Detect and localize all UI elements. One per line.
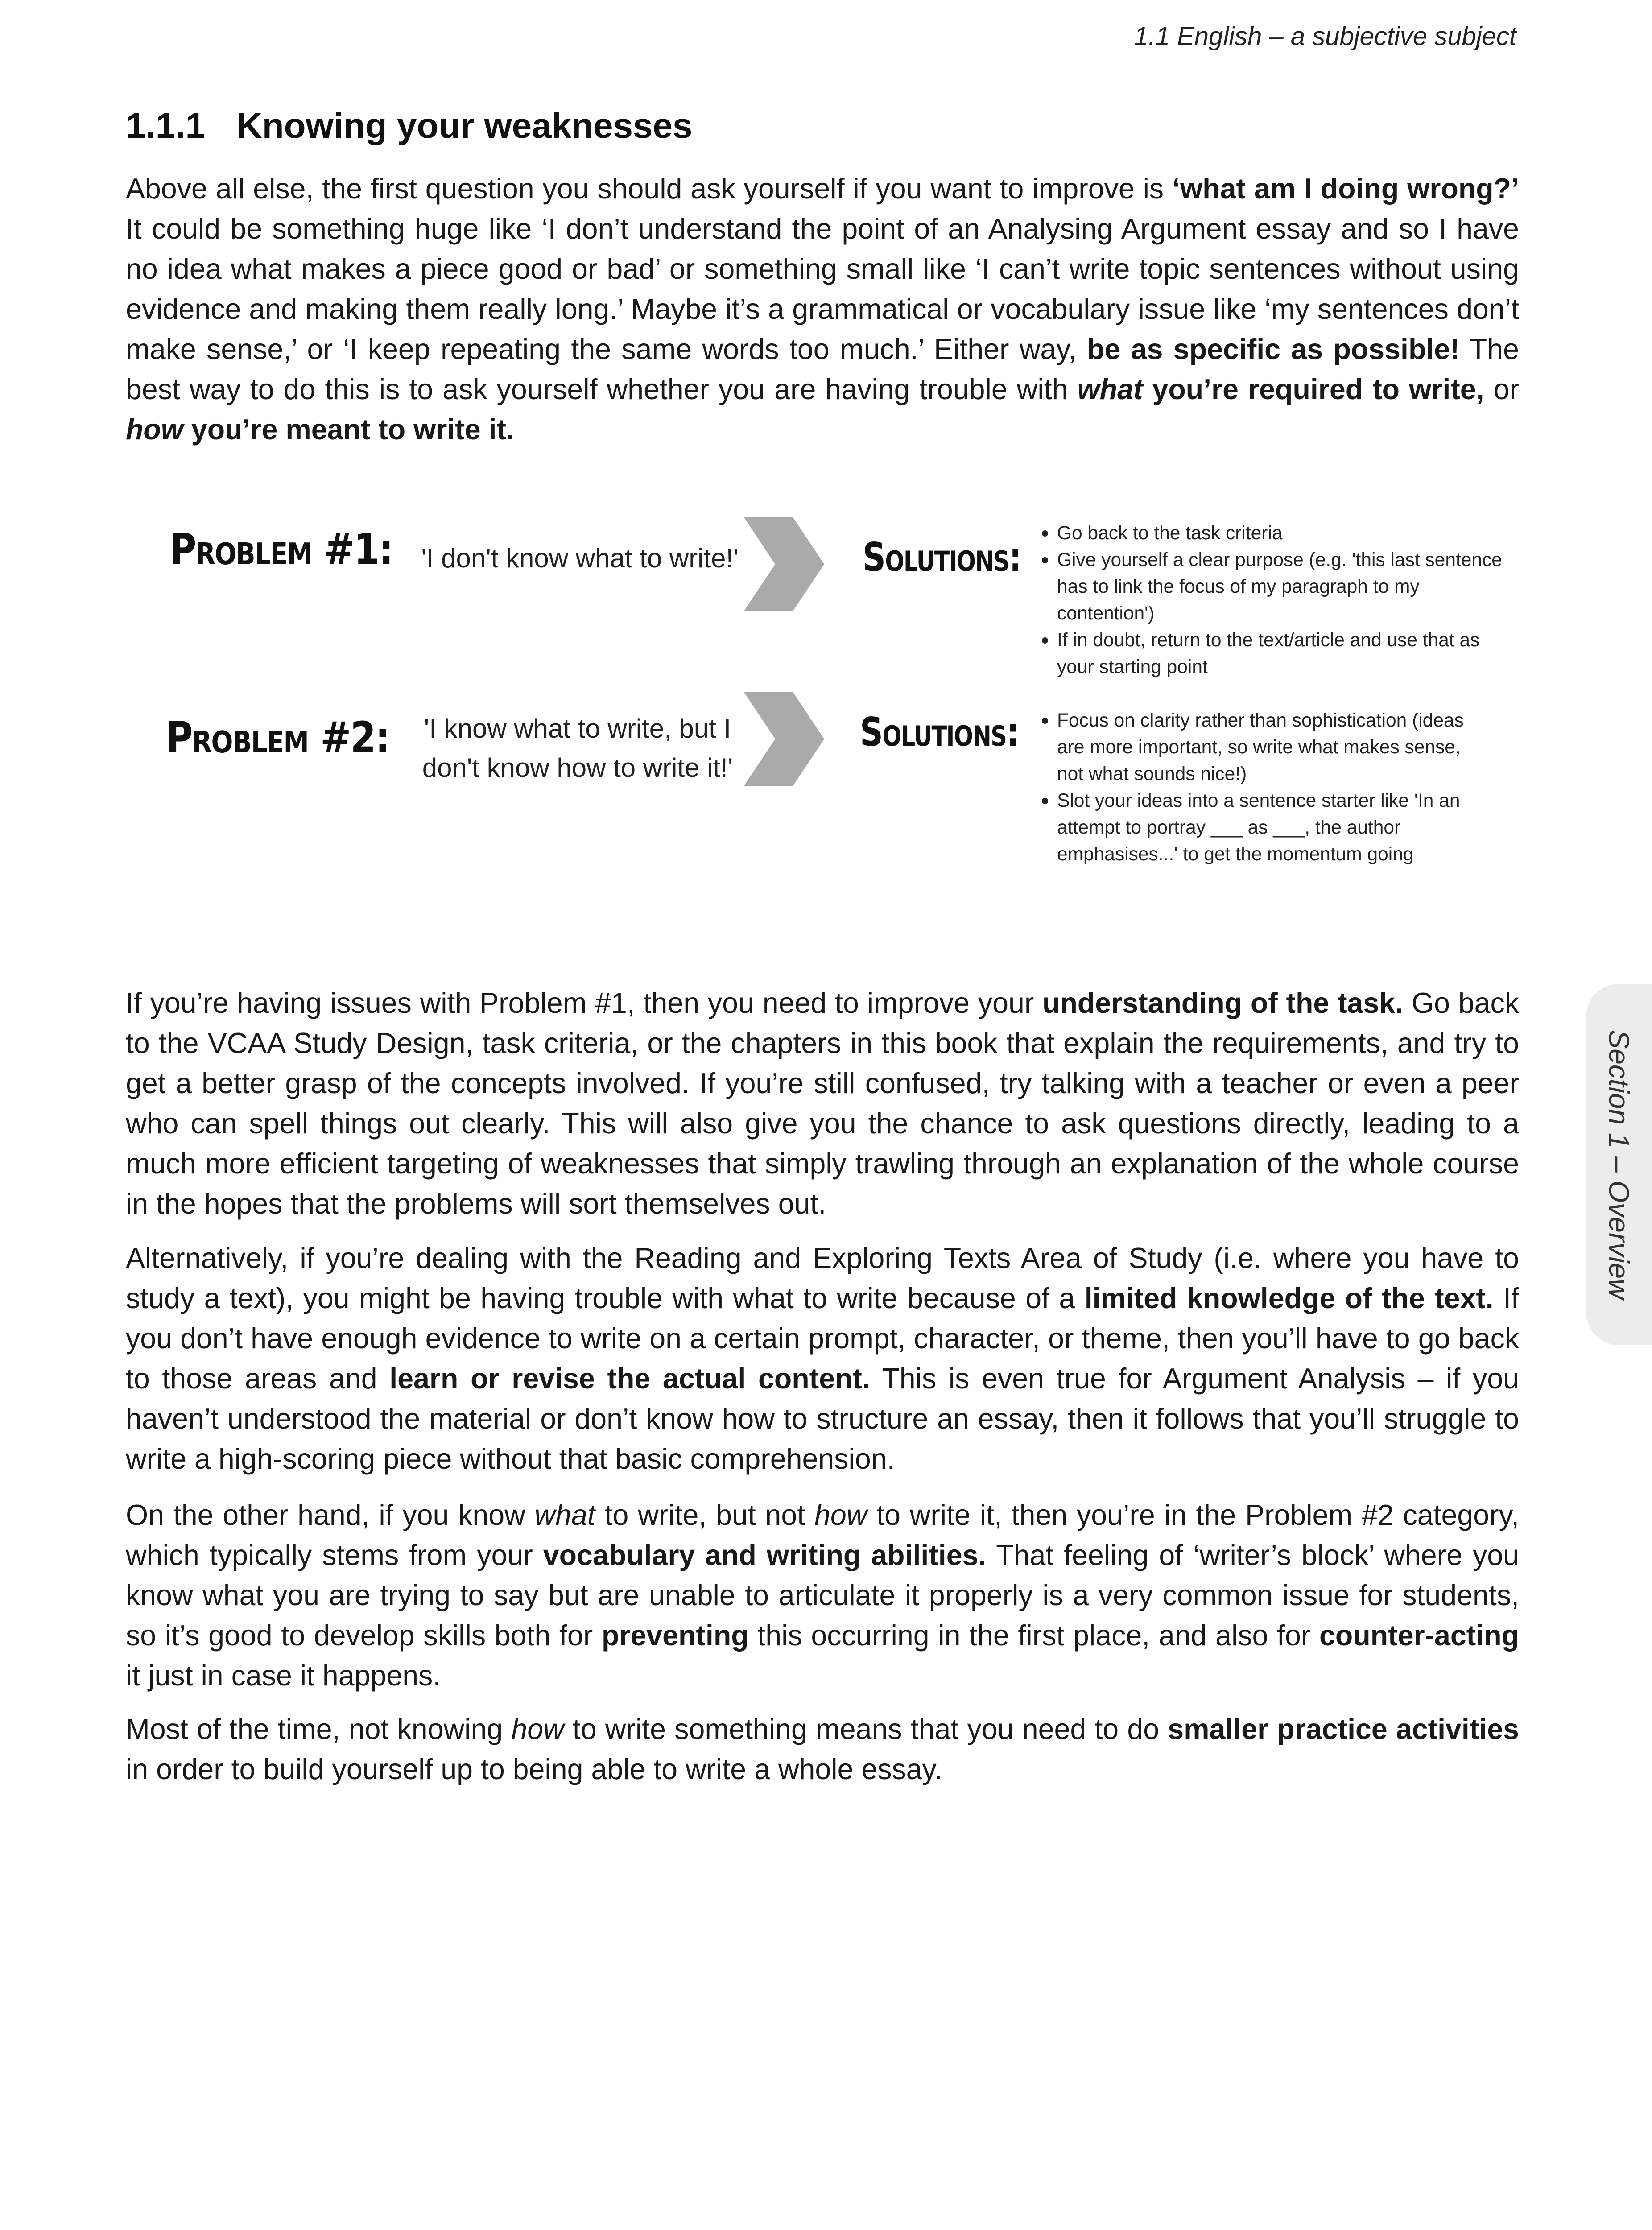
chevron-arrow-icon <box>744 517 824 611</box>
problem-2-solutions-list <box>1039 707 1490 868</box>
solution-item: Go back to the task criteria <box>1039 520 1503 547</box>
chevron-arrow-icon <box>744 692 824 786</box>
problem-1-quote: 'I don't know what to write!' <box>421 543 739 573</box>
problem-1-solutions-list <box>1039 520 1503 681</box>
solution-item: Slot your ideas into a sentence starter like 'In an attempt to portray ___ as ___, the author emphasises...' to get the momentum going <box>1039 788 1490 868</box>
problem-2-quote <box>401 709 754 788</box>
problem-2-solutions-label: Solutions: <box>860 709 1019 755</box>
problem-2-quote-line2: don't know how to write it!' <box>422 753 733 783</box>
running-head: 1.1 English – a subjective subject <box>1134 22 1516 51</box>
body-paragraph-4: On the other hand, if you know what to write, but not how to write it, then you’re in the Problem #2 category, which typically stems from your vocabulary and writing abilities. That feeling of ‘writer’s block’ where you know what you are trying to say but are unable to articulate it properly is a very common issue for students, so it’s good to develop skills both for preventing this occurring in the first place, and also for counter-acting it just in case it happens. <box>126 1499 1520 1692</box>
solution-item: Give yourself a clear purpose (e.g. 'this last sentence has to link the focus of my paragraph to my contention') <box>1039 547 1503 627</box>
body-paragraph-5: Most of the time, not knowing how to write something means that you need to do smaller practice activities in order to build yourself up to being able to write a whole essay. <box>126 1713 1519 1785</box>
section-side-tab <box>1586 984 1652 1345</box>
section-heading <box>126 105 692 146</box>
intro-paragraph: Above all else, the first question you should ask yourself if you want to improve is ‘what am I doing wrong?’ It could be something huge like ‘I don’t understand the point of an Analysing Argument essay and so I have no idea what makes a piece good or bad’ or something small like ‘I can’t write topic sentences without using evidence and making them really long.’ Maybe it’s a grammatical or vocabulary issue like ‘my sentences don’t make sense,’ or ‘I keep repeating the same words too much.’ Either way, be as specific as possible! The best way to do this is to ask yourself whether you are having trouble with what you’re required to write, or how you’re meant to write it. <box>126 173 1519 446</box>
body-paragraph-3: Alternatively, if you’re dealing with the Reading and Exploring Texts Area of Study (i.e. where you have to study a text), you might be having trouble with what to write because of a limited knowledge of the text. If you don’t have enough evidence to write on a certain prompt, character, or theme, then you’ll have to go back to those areas and learn or revise the actual content. This is even true for Argument Analysis – if you haven’t understood the material or don’t know how to structure an essay, then it follows that you’ll struggle to write a high-scoring piece without that basic comprehension. <box>126 1242 1519 1475</box>
side-tab-label: Section 1 – Overview <box>1603 1029 1635 1300</box>
problem-2-label: Problem #2: <box>166 713 389 763</box>
solution-item: If in doubt, return to the text/article and use that as your starting point <box>1039 627 1503 681</box>
body-paragraph-2: If you’re having issues with Problem #1, then you need to improve your understanding of the task. Go back to the VCAA Study Design, task criteria, or the chapters in this book that explain the requirements, and try to get a better grasp of the concepts involved. If you’re still confused, try talking with a teacher or even a peer who can spell things out clearly. This will also give you the chance to ask questions directly, leading to a much more efficient targeting of weaknesses that simply trawling through an explanation of the whole course in the hopes that the problems will sort themselves out. <box>126 987 1519 1220</box>
problem-2-quote-line1: 'I know what to write, but I <box>424 714 731 743</box>
section-title: Knowing your weaknesses <box>236 106 693 145</box>
section-number: 1.1.1 <box>126 106 205 145</box>
problem-1-label: Problem #1: <box>169 524 393 574</box>
solution-item: Focus on clarity rather than sophistication (ideas are more important, so write what makes sense, not what sounds nice!) <box>1039 707 1490 788</box>
problem-1-solutions-label: Solutions: <box>863 534 1021 580</box>
